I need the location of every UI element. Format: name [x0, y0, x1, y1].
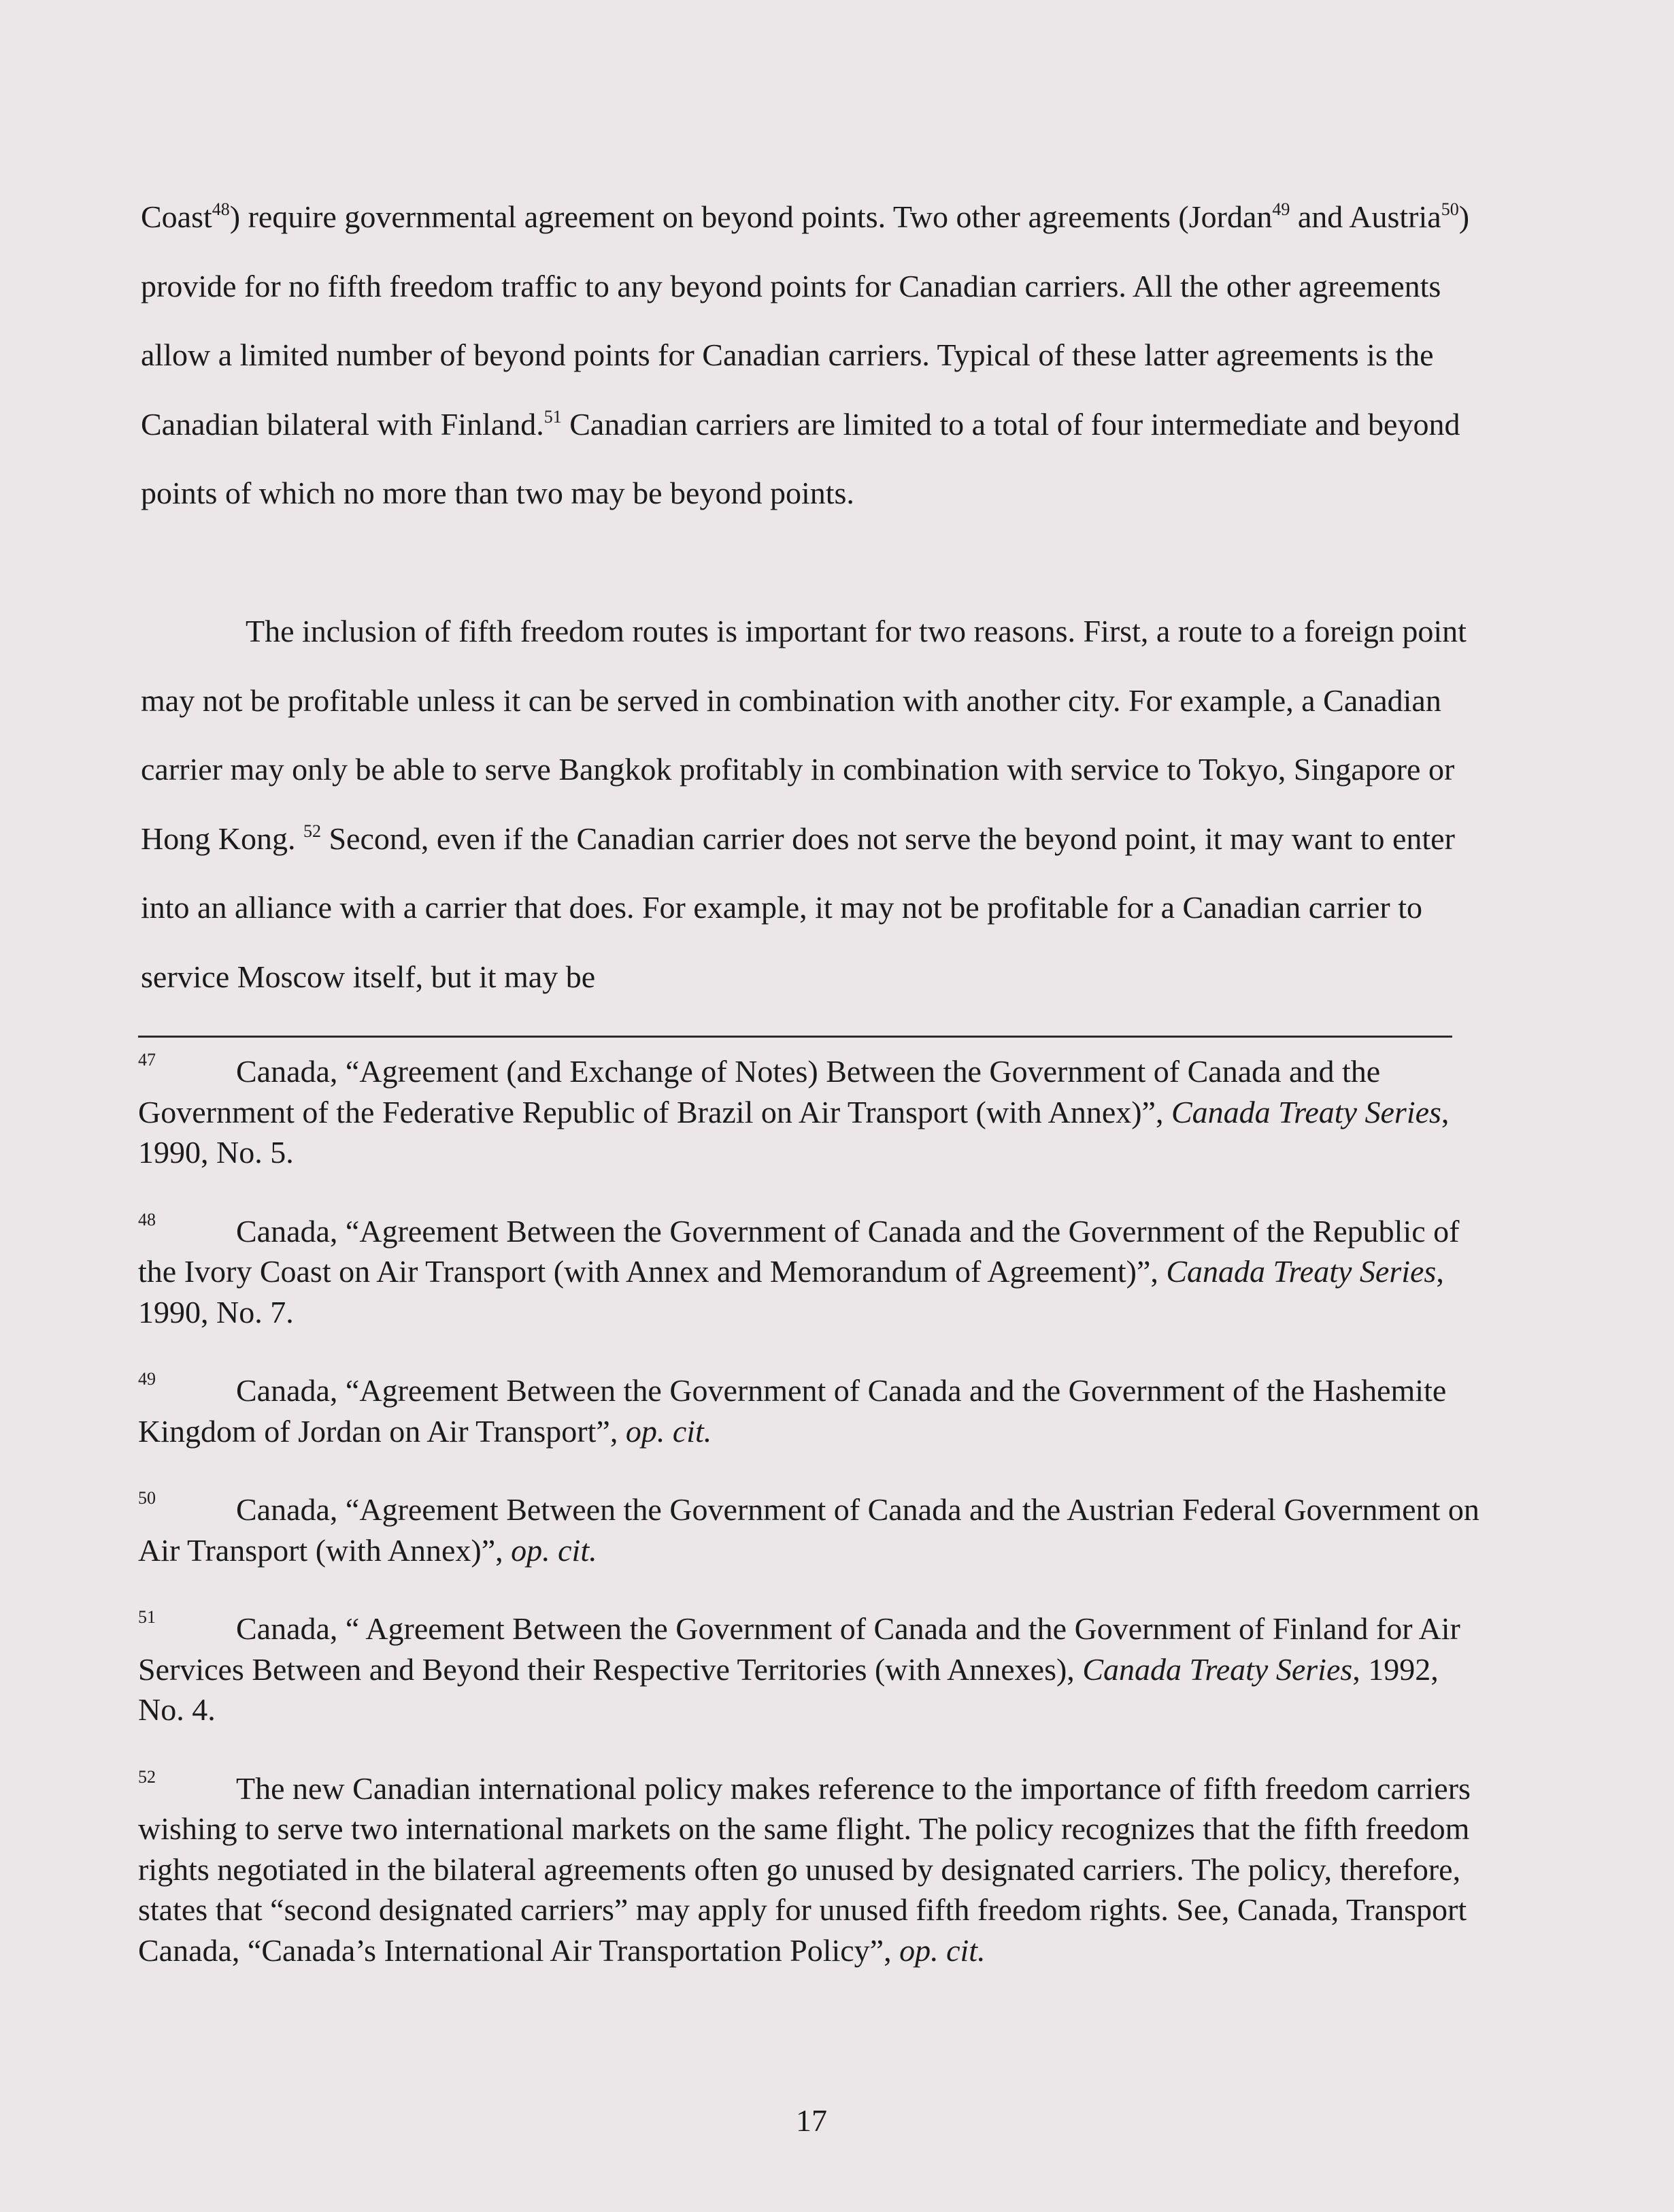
- footnote-number: 50: [138, 1488, 156, 1508]
- footnote-text: The new Canadian international policy makes reference to the importance of fifth freedom carriers wishing to serve two international markets on the same flight. The policy recognizes that the fifth freedom rights negotiated in the bilateral agreements often go unused by designated carriers. The policy, therefore, states that “second designated carriers” may apply for unused fifth freedom rights. See, Canada, Transport Canada, “Canada’s International Air Transportation Policy”,: [138, 1770, 1471, 1968]
- footnote-tail: , 1990, No. 5.: [138, 1094, 1450, 1170]
- footnote-49: [138, 1370, 1492, 1451]
- paragraph-spacer: [141, 528, 1501, 597]
- footnote-51: [138, 1608, 1492, 1730]
- footnote-number: 48: [138, 1209, 156, 1229]
- footnote-ref-49: 49: [1272, 199, 1290, 219]
- page-number: 17: [796, 2103, 827, 2138]
- footnote-text: Canada, “Agreement Between the Government of Canada and the Government of the Hashemite Kingdom of Jordan on Air Transport”,: [138, 1373, 1447, 1449]
- text-run: Second, even if the Canadian carrier does not serve the beyond point, it may want to enter into an alliance with a carrier that does. For example, it may not be profitable for a Canadian carrier to service Moscow itself, but it may be: [141, 821, 1455, 994]
- footnote-number: 49: [138, 1369, 156, 1389]
- footnote-ref-48: 48: [212, 199, 230, 219]
- footnote-52: [138, 1768, 1492, 1971]
- footnote-ref-50: 50: [1441, 199, 1459, 219]
- footnote-tail: , 1992, No. 4.: [138, 1651, 1439, 1727]
- footnote-47: [138, 1051, 1492, 1173]
- footnote-number: 51: [138, 1607, 156, 1627]
- body-text: [141, 182, 1501, 1011]
- footnote-text: Canada, “Agreement Between the Government of Canada and the Austrian Federal Government on Air Transport (with Annex)”,: [138, 1492, 1479, 1568]
- footnote-ref-52: 52: [303, 821, 321, 841]
- paragraph-1: [141, 182, 1501, 528]
- footnote-text: Canada, “Agreement Between the Government of Canada and the Government of the Republic of the Ivory Coast on Air Transport (with Annex and Memorandum of Agreement)”,: [138, 1213, 1460, 1289]
- text-run: ) require governmental agreement on beyond points. Two other agreements (Jordan: [229, 199, 1273, 234]
- paragraph-2: [141, 597, 1501, 1011]
- footnote-italic: op. cit.: [625, 1413, 712, 1449]
- footnote-50: [138, 1489, 1492, 1570]
- text-run: and Austria: [1290, 199, 1441, 234]
- footnote-tail: , 1990, No. 7.: [138, 1254, 1444, 1330]
- text-run: ) provide for no fifth freedom traffic to any beyond points for Canadian carriers. All the other agreements allow a limited number of beyond points for Canadian carriers. Typical of these latter agreements is the Canadian bilateral with Finland.: [141, 199, 1470, 442]
- footnote-italic: op. cit.: [511, 1532, 597, 1568]
- footnote-italic: Canada Treaty Series: [1082, 1651, 1353, 1687]
- footnote-italic: op. cit.: [899, 1932, 986, 1968]
- footnote-48: [138, 1211, 1492, 1333]
- text-run: The inclusion of fifth freedom routes is important for two reasons. First, a route to a foreign point may not be profitable unless it can be served in combination with another city. For example, a Canadian carrier may only be able to serve Bangkok profitably in combination with service to Tokyo, Singapore or Hong Kong.: [141, 614, 1467, 856]
- footnote-number: 47: [138, 1050, 156, 1070]
- footnote-text: Canada, “ Agreement Between the Government of Canada and the Government of Finland for Air Services Between and Beyond their Respective Territories (with Annexes),: [138, 1611, 1460, 1687]
- footnotes: [138, 1051, 1492, 2009]
- footnote-number: 52: [138, 1766, 156, 1787]
- footnote-separator: [138, 1036, 1452, 1038]
- footnote-italic: Canada Treaty Series: [1166, 1254, 1437, 1289]
- footnote-italic: Canada Treaty Series: [1171, 1094, 1441, 1129]
- footnote-ref-51: 51: [543, 406, 562, 427]
- text-run: Coast: [141, 199, 212, 234]
- footnote-text: Canada, “Agreement (and Exchange of Notes) Between the Government of Canada and the Government of the Federative Republic of Brazil on Air Transport (with Annex)”,: [138, 1054, 1381, 1129]
- text-run: Canadian carriers are limited to a total of four intermediate and beyond points of which no more than two may be beyond points.: [141, 406, 1460, 510]
